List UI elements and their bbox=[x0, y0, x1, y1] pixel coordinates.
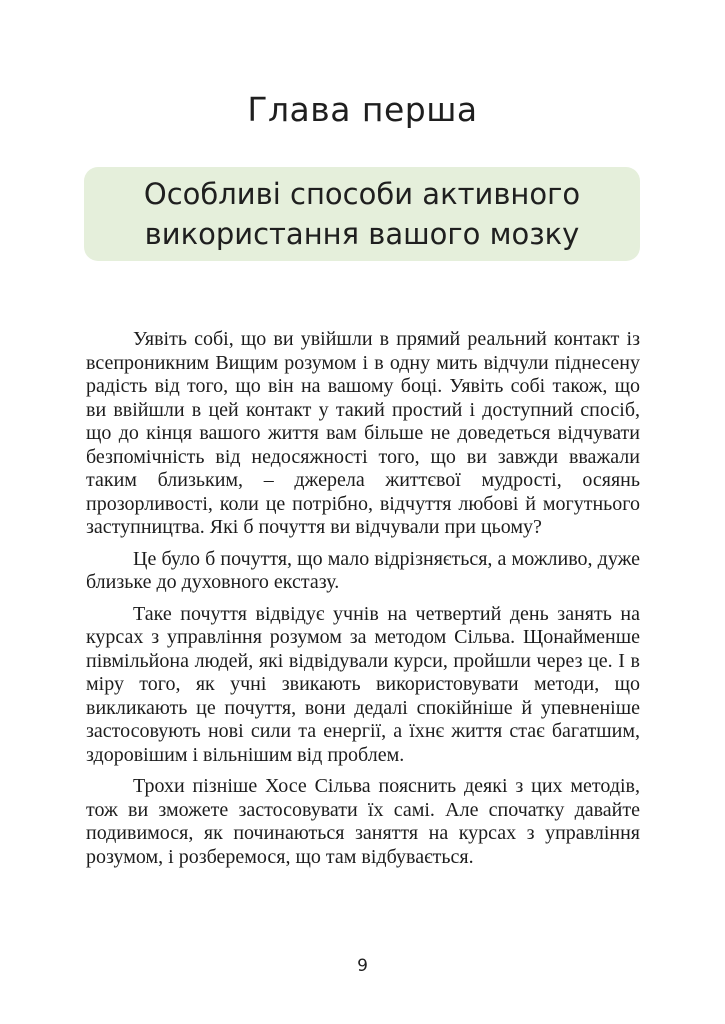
paragraph-2: Це було б почуття, що мало відрізняється, а можливо, дуже близьке до духовного екстазу. bbox=[86, 547, 640, 593]
chapter-title bbox=[144, 174, 580, 254]
chapter-heading: Глава перша bbox=[247, 90, 478, 129]
chapter-title-line-2: використання вашого мозку bbox=[144, 217, 580, 251]
paragraph-3: Таке почуття відвідує учнів на четвертий день занять на курсах з управління розумом за методом Сільва. Щонайменше півмільйона людей, які відвідували курси, пройшли через це. І в міру того, як учні звикають використовувати методи, що викликають це почуття, вони дедалі спокійніше й упевненіше застосовують нові сили та енергії, а їхнє життя стає багатшим, здоровішим і вільнішим від проблем. bbox=[86, 602, 640, 766]
chapter-title-box bbox=[84, 167, 640, 261]
body-text bbox=[86, 328, 640, 877]
paragraph-4: Трохи пізніше Хосе Сільва пояснить деякі з цих методів, тож ви зможете застосовувати їх самі. Але спочатку давайте подивимося, як починаються заняття на курсах з управління розумом, і розберемося, що там відбувається. bbox=[86, 775, 640, 868]
chapter-title-line-1: Особливі способи активного bbox=[143, 177, 581, 211]
paragraph-1: Уявіть собі, що ви увійшли в прямий реальний контакт із всепроникним Вищим розумом і в одну мить відчули піднесену радість від того, що він на вашому боці. Уявіть собі також, що ви ввійшли в цей контакт у такий простий і доступний спосіб, що до кінця вашого життя вам більше не доведеться відчувати безпомічність від недосяжності того, що ви завжди вважали таким близьким, – джерела життєвої мудрості, осяянь прозорливості, коли це потрібно, відчуття любові й могутнього заступництва. Які б почуття ви відчували при цьому? bbox=[86, 328, 640, 538]
page-number: 9 bbox=[357, 956, 368, 976]
